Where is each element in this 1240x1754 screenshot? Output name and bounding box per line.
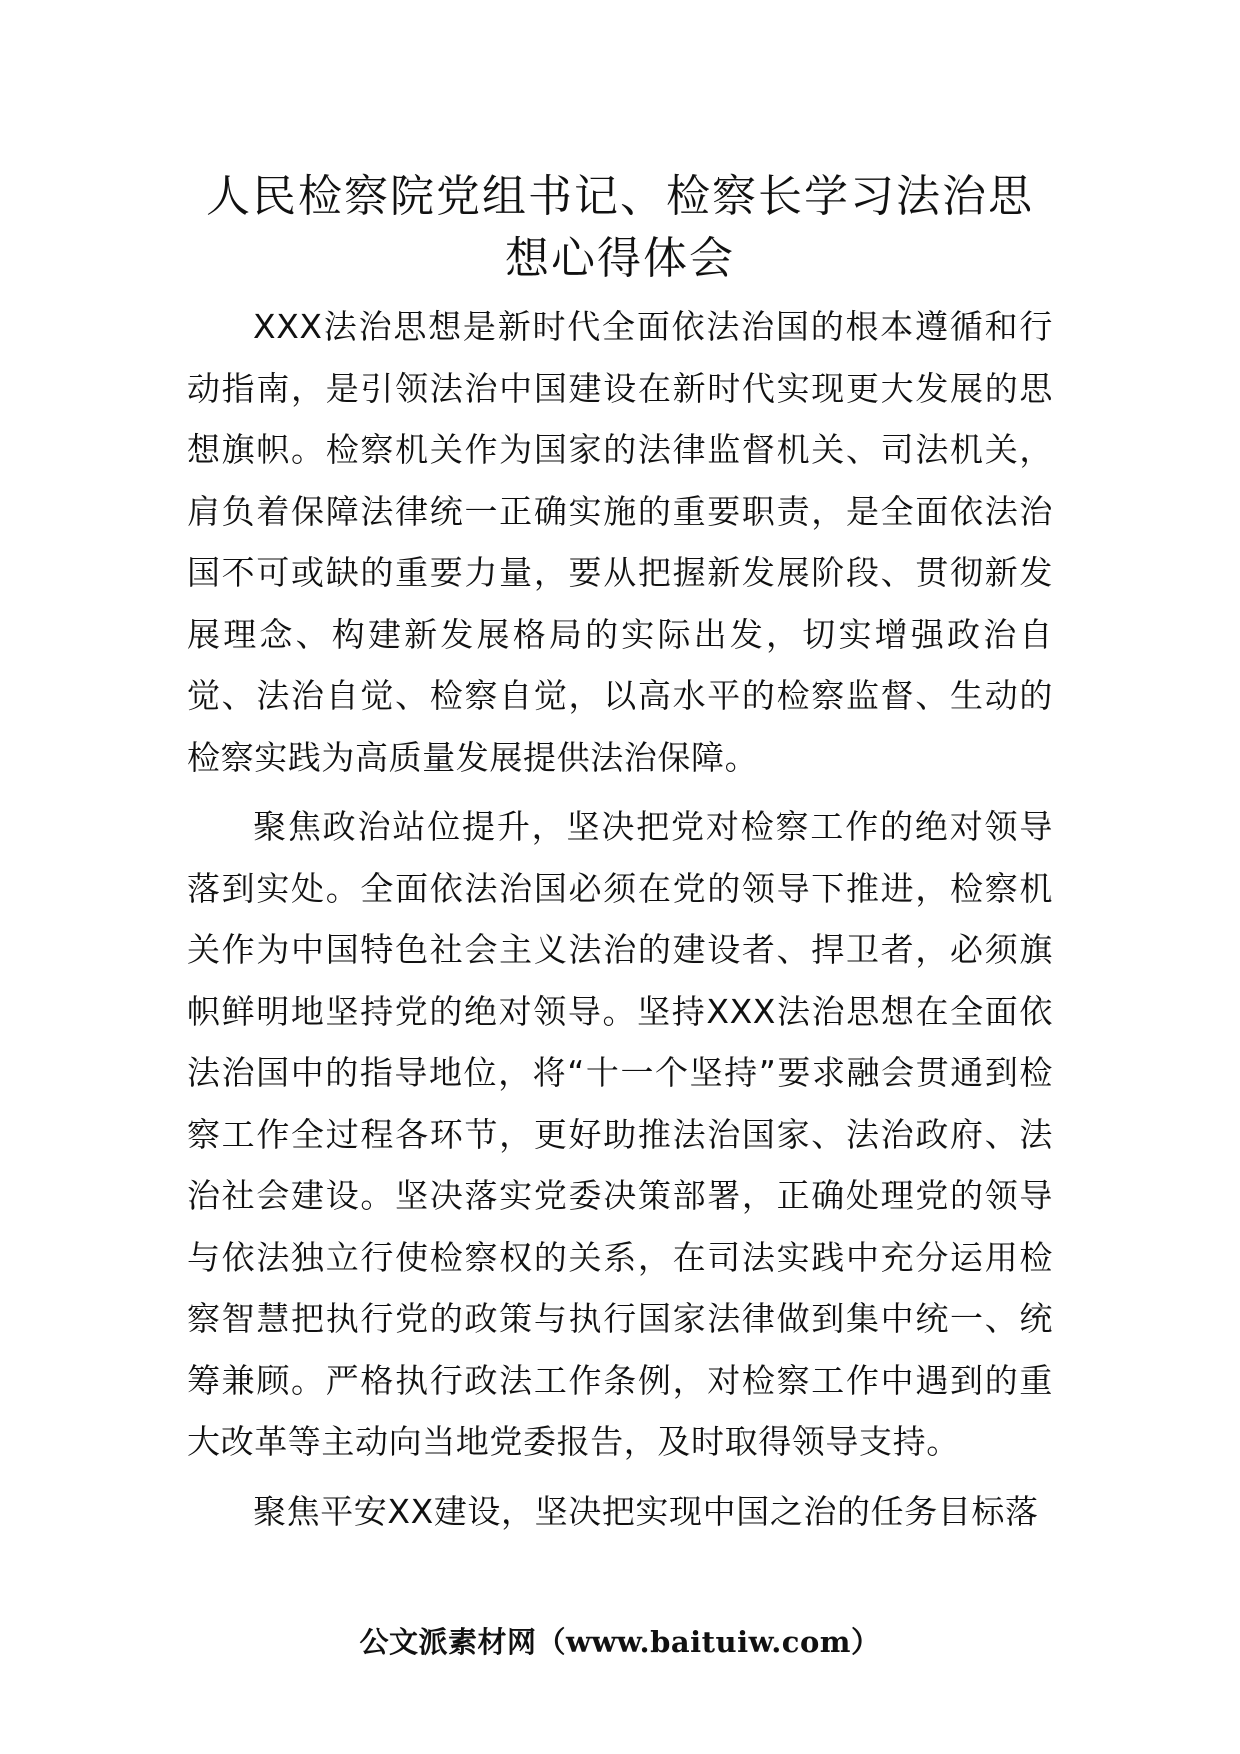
document-title	[170, 166, 1070, 290]
title-line-1: 人民检察院党组书记、检察长学习法治思	[206, 171, 1034, 222]
paragraph-political-stance: 聚焦政治站位提升，坚决把党对检察工作的绝对领导落到实处。全面依法治国必须在党的领导下推进，检察机关作为中国特色社会主义法治的建设者、捍卫者，必须旗帜鲜明地坚持党的绝对领导。坚持XXX法治思想在全面依法治国中的指导地位，将“十一个坚持”要求融会贯通到检察工作全过程各环节，更好助推法治国家、法治政府、法治社会建设。坚决落实党委决策部署，正确处理党的领导与依法独立行使检察权的关系，在司法实践中充分运用检察智慧把执行党的政策与执行国家法律做到集中统一、统筹兼顾。严格执行政法工作条例，对检察工作中遇到的重大改革等主动向当地党委报告，及时取得领导支持。	[187, 807, 1053, 1461]
paragraph-intro: XXX法治思想是新时代全面依法治国的根本遵循和行动指南，是引领法治中国建设在新时代实现更大发展的思想旗帜。检察机关作为国家的法律监督机关、司法机关，肩负着保障法律统一正确实施的重要职责，是全面依法治国不可或缺的重要力量，要从把握新发展阶段、贯彻新发展理念、构建新发展格局的实际出发，切实增强政治自觉、法治自觉、检察自觉，以高水平的检察监督、生动的检察实践为高质量发展提供法治保障。	[187, 307, 1053, 777]
document-body	[187, 296, 1053, 1542]
title-line-2: 想心得体会	[505, 233, 735, 284]
footer-watermark: 公文派素材网（www.baituiw.com）	[359, 1625, 881, 1659]
paragraph-safe-construction: 聚焦平安XX建设，坚决把实现中国之治的任务目标落	[253, 1491, 1039, 1531]
